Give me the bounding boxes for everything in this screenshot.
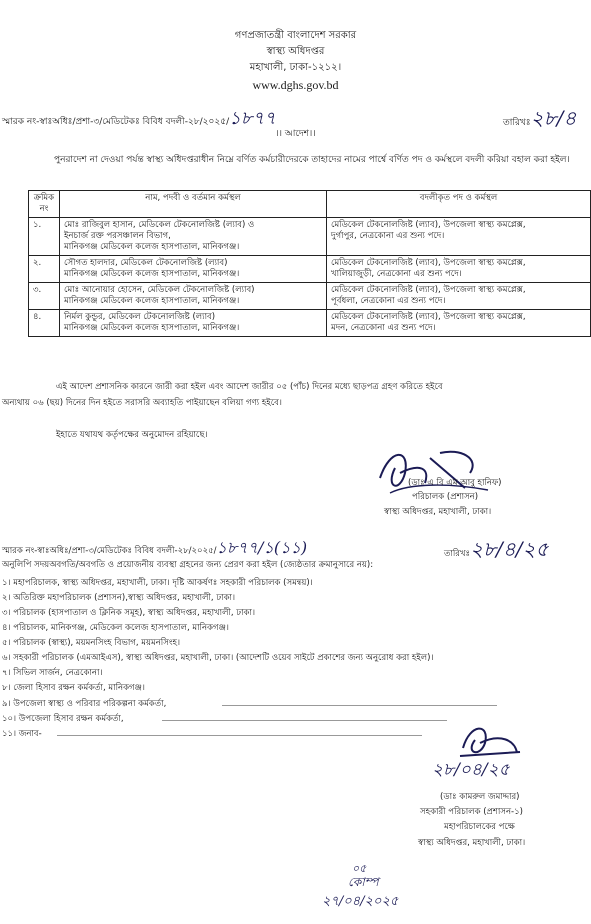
blank-line (57, 735, 422, 736)
signatory-1-office: স্বাস্থ্য অধিদপ্তর, মহাখালী, ঢাকা। (384, 507, 492, 517)
signatory-1-name: (ডাঃ এ বি এম আবু হানিফ) (408, 478, 502, 488)
cell-line: পূর্বধলা, নেত্রকোনা এর শুন্য পদে। (331, 296, 446, 306)
note-number: ০৫ (352, 862, 367, 875)
list-item: ৪। পরিচালক, মানিকগঞ্জ, মেডিকেল কলেজ হাসপাতাল, মানিকগঞ্জ। (2, 623, 229, 633)
signatory-2-for: মহাপরিচালকের পক্ষে (444, 822, 515, 832)
table-row (29, 283, 591, 310)
row-transfer (327, 310, 591, 337)
header-serial: ক্রমিক নং (29, 191, 60, 218)
cell-line: মানিকগঞ্জ মেডিকেল কলেজ হাসপাতাল, মানিকগঞ্জ। (64, 242, 240, 252)
website: www.dghs.gov.bd (252, 78, 339, 92)
cell-line: খালিয়াজুড়ী, নেত্রকোনা এর শুন্য পদে। (331, 269, 462, 279)
memo2-text: স্মারক নং-স্বাঃঅধিঃ/প্রশা-৩/মেডিটেকঃ বিবিধ বদলী-২৮/২০২৫/ (2, 546, 217, 556)
cell-line: ইনচার্জ রক্ত পরসঞ্চালন বিভাগ, (64, 231, 171, 241)
signatory-2-name: (ডাঃ কামরুল জমাদ্দার) (440, 792, 520, 802)
list-item: ২। অতিরিক্ত মহাপরিচালক (প্রশাসন),স্বাস্থ্য অধিদপ্তর, মহাখালী, ঢাকা। (2, 593, 236, 603)
header-current: নাম, পদবী ও বর্তমান কর্মস্থল (60, 191, 327, 218)
handwritten-sign-date: ২৮/০৪/২৫ (432, 760, 510, 780)
table-header-row (29, 191, 591, 218)
table-row (29, 218, 591, 256)
list-item: ৭। সিভিল সার্জন, নেত্রকোনা। (2, 668, 103, 678)
handwritten-memo-no: ১৮৭৭ (229, 108, 276, 129)
govt-title: গণপ্রজাতন্ত্রী বাংলাদেশ সরকার (234, 30, 357, 41)
list-item: ৫। পরিচালক (স্বাস্থ্য), ময়মনসিংহ বিভাগ, ময়মনসিংহ। (2, 638, 180, 648)
handwritten-date: ২৮/৪ (530, 106, 577, 130)
signatory-1-title: পরিচালক (প্রশাসন) (412, 492, 479, 502)
cell-line: নির্মল কুন্ডুর, মেডিকেল টেকনোলজিষ্ট (ল্যাব) (64, 312, 216, 322)
cell-line: দুর্গাপুর, নেত্রকোনা এর শুন্য পদে। (331, 231, 445, 241)
cell-line: সৌগত হালদার, মেডিকেল টেকনোলজিষ্ট (ল্যাব) (64, 258, 228, 268)
approval-note: ইহাতে যথাযথ কর্তৃপক্ষের অনুমোদন রহিয়াছে। (56, 430, 208, 440)
cell-line: মদন, নেত্রকোনা এর শুন্য পদে। (331, 323, 436, 333)
list-item (2, 727, 422, 741)
row-current (60, 310, 327, 337)
cell-line: মানিকগঞ্জ মেডিকেল কলেজ হাসপাতাল, মানিকগঞ্জ। (64, 323, 240, 333)
cell-line: মানিকগঞ্জ মেডিকেল কলেজ হাসপাতাল, মানিকগঞ্জ। (64, 269, 240, 279)
table-row (29, 310, 591, 337)
intro-paragraph: পুনরাদেশ না দেওয়া পর্যন্ত স্বাস্থ্য অধিদপ্তরাধীন নিম্নে বর্ণিত কর্মচারীদেরকে তাহাদের নামের পার্শ্বে বর্ণিত পদ ও কর্মস্থলে বদলী করিয়া বহাল করা হইল। (54, 155, 570, 165)
copy-intro: অনুলিপি সদয়অবগতি/অবগতি ও প্রয়োজনীয় ব্যবস্থা গ্রহনের জন্য প্রেরণ করা হইল (জ্যেষ্ঠতার ক্রমানুসারে নয়): (2, 560, 374, 570)
row-serial: ২. (29, 256, 60, 283)
order-title: ।। আদেশ।। (275, 129, 316, 139)
cell-line: মোঃ আনোয়ার হোসেন, মেডিকেল টেকনোলজিষ্ট (ল্যাব) (64, 285, 255, 295)
list-item-text: ৯। উপজেলা স্বাস্থ্য ও পরিবার পরিকল্পনা কর্মকর্তা, (2, 699, 167, 709)
handwritten-date-2: ২৮/৪/২৫ (470, 537, 549, 561)
cell-line: মোঃ রাজিবুল হাসান, মেডিকেল টেকনোলজিষ্ট (ল্যাব) ও (64, 220, 255, 230)
cell-line: মানিকগঞ্জ মেডিকেল কলেজ হাসপাতাল, মানিকগঞ্জ। (64, 296, 240, 306)
row-serial: ৪. (29, 310, 60, 337)
list-item: ১। মহাপরিচালক, স্বাস্থ্য অধিদপ্তর, মহাখালী, ঢাকা। দৃষ্টি আকর্ষণঃ সহকারী পরিচালক (সমন্বয়)। (2, 578, 313, 588)
row-current (60, 256, 327, 283)
cell-line: মেডিকেল টেকনোলজিষ্ট (ল্যাব), উপজেলা স্বাস্থ্য কমপ্লেক্স, (331, 258, 526, 268)
row-serial: ৩. (29, 283, 60, 310)
list-item (2, 712, 447, 726)
cell-line: মেডিকেল টেকনোলজিষ্ট (ল্যাব), উপজেলা স্বাস্থ্য কমপ্লেক্স, (331, 312, 526, 322)
signatory-2-office: স্বাস্থ্য অধিদপ্তর, মহাখালী, ঢাকা। (418, 838, 526, 848)
row-transfer (327, 256, 591, 283)
note-date: ২৭/০৪/২০২৫ (322, 894, 399, 909)
cell-line: মেডিকেল টেকনোলজিষ্ট (ল্যাব), উপজেলা স্বাস্থ্য কমপ্লেক্স, (331, 285, 526, 295)
row-current (60, 218, 327, 256)
blank-line (222, 705, 497, 706)
cell-line: মেডিকেল টেকনোলজিষ্ট (ল্যাব), উপজেলা স্বাস্থ্য কমপ্লেক্স, (331, 220, 526, 230)
list-item: ৩। পরিচালক (হাসপাতাল ও ক্লিনিক সমূহ), স্বাস্থ্য অধিদপ্তর, মহাখালী, ঢাকা। (2, 608, 255, 618)
admin-paragraph-line2: অন্যথায় ০৬ (ছয়) দিনের দিন হইতে সরাসরি অব্যাহতি পাইয়াছেন বলিয়া গণ্য হইবে। (2, 398, 282, 408)
blank-line (162, 720, 447, 721)
list-item: ৬। সহকারী পরিচালক (এমআইএস), স্বাস্থ্য অধিদপ্তর, মহাখালী, ঢাকা। (আদেশটি ওয়েব সাইটে প্রকাশের জন্য অনুরোধ করা হইল)। (2, 653, 434, 663)
address: মহাখালী, ঢাকা-১২১২। (249, 62, 342, 73)
memo-text: স্মারক নং-স্বাঃঅধিঃ/প্রশা-৩/মেডিটেকঃ বিবিধ বদলী-২৮/২০২৫/ (2, 117, 230, 127)
transfer-table (28, 190, 591, 337)
list-item-text: ১১। জনাব- (2, 729, 42, 739)
note-word: কোম্প (348, 875, 379, 889)
list-item (2, 697, 497, 711)
table-row (29, 256, 591, 283)
signatory-2-title: সহকারী পরিচালক (প্রশাসন-১) (420, 807, 523, 817)
row-current (60, 283, 327, 310)
admin-paragraph-line1: এই আদেশ প্রশাসনিক কারনে জারী করা হইল এবং আদেশ জারীর ০৫ (পাঁচ) দিনের মধ্যে ছাড়পত্র গ্রহণ করিতে হইবে (56, 382, 443, 392)
date2-label: তারিখঃ (444, 549, 471, 559)
date-label: তারিখঃ (503, 118, 531, 128)
row-transfer (327, 218, 591, 256)
list-item: ৮। জেলা হিসাব রক্ষন কর্মকর্তা, মানিকগঞ্জ। (2, 683, 145, 693)
row-transfer (327, 283, 591, 310)
row-serial: ১. (29, 218, 60, 256)
handwritten-memo2-no: ১৮৭৭/১(১১) (216, 538, 308, 557)
memo2-date (444, 535, 549, 568)
dept-title: স্বাস্থ্য অধিদপ্তর (266, 46, 325, 57)
header-transfer: বদলীকৃত পদ ও কর্মস্থল (327, 191, 591, 218)
list-item-text: ১০। উপজেলা হিসাব রক্ষন কর্মকর্তা, (2, 714, 124, 724)
